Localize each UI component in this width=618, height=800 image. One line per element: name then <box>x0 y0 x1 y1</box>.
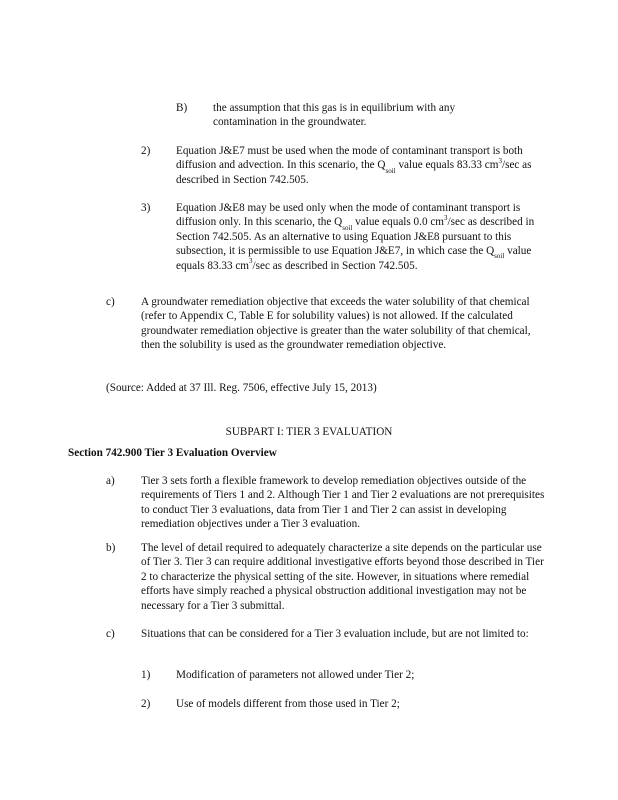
item-3-label: 3) <box>141 202 151 214</box>
item-2-label: 2) <box>141 145 151 157</box>
section-item-c2-label: 2) <box>141 698 151 710</box>
source-note: (Source: Added at 37 Ill. Reg. 7506, effective July 15, 2013) <box>106 382 377 394</box>
subpart-heading: SUBPART I: TIER 3 EVALUATION <box>225 426 393 438</box>
section-item-a-label: a) <box>106 475 115 487</box>
section-item-c-label: c) <box>106 628 115 640</box>
item-c-text: A groundwater remediation objective that exceeds the water solubility of that chemical (refer to Appendix C, Table E for solubility values) is not allowed. If the calculated groundwater remediation objective is greater than the water solubility of that chemical, then the solubility is used as the groundwater remediation objective. <box>141 296 531 352</box>
item-2-text: Equation J&E7 must be used when the mode of contaminant transport is both diffusion and advection. In this scenario, the $Q_{soil}$ value equals 83.33 $cm^3/\sec$ as described in Section 742.505. <box>176 145 532 186</box>
section-item-c-text: Situations that can be considered for a Tier 3 evaluation include, but are not limited to: <box>141 628 529 640</box>
section-item-b-label: b) <box>106 542 116 554</box>
section-item-c2-text: Use of models different from those used in Tier 2; <box>176 698 400 710</box>
section-item-b-text: The level of detail required to adequately characterize a site depends on the particular use of Tier 3. Tier 3 can require additional investigative efforts beyond those described in Tier 2 to characterize the physical setting of the site. However, in situations where remedial efforts have simply reached a physical obstruction additional investigation may not be necessary for a Tier 3 submittal. <box>141 542 544 612</box>
section-heading: Section 742.900 Tier 3 Evaluation Overview <box>68 447 277 459</box>
section-item-c1-label: 1) <box>141 669 151 681</box>
item-b-label: B) <box>176 102 188 114</box>
section-item-a-text: Tier 3 sets forth a flexible framework to develop remediation objectives outside of the requirements of Tiers 1 and 2. Although Tier 1 and Tier 2 evaluations are not prerequisites to conduct Tier 3 evaluations, data from Tier 1 and Tier 2 can assist in developing remediation objectives under a Tier 3 evaluation. <box>141 475 545 531</box>
item-c-label: c) <box>106 296 115 308</box>
item-b-text: the assumption that this gas is in equilibrium with any contamination in the groundwater. <box>213 102 456 129</box>
section-item-c1-text: Modification of parameters not allowed under Tier 2; <box>176 669 415 681</box>
item-3-text: Equation J&E8 may be used only when the mode of contaminant transport is diffusion only. In this scenario, the $Q_{soil}$ value equals 0.0 $cm^3/\sec$ as described in Section 742.505. As an alternative to using Equation J&E8 pursuant to this subsection, it is permissible to use Equation J&E7, in which case the $Q_{soil}$ value equals 83.33 $cm^3/\sec$ as described in Section 742.505. <box>176 202 535 272</box>
